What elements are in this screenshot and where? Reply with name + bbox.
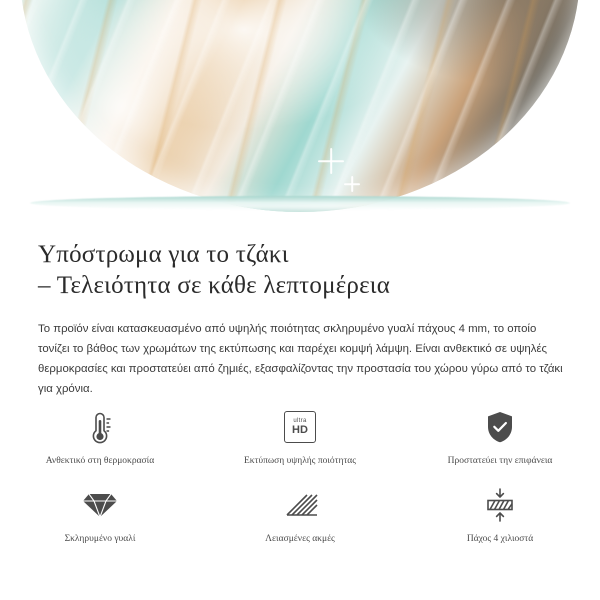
thermometer-icon bbox=[82, 405, 118, 449]
content-block bbox=[0, 215, 600, 399]
feature-label: Σκληρυμένο γυαλί bbox=[64, 534, 136, 544]
feature-item-heat-resistant bbox=[0, 405, 200, 477]
ultra-hd-badge-icon bbox=[284, 405, 316, 449]
shield-check-icon bbox=[482, 405, 518, 449]
feature-item-tempered-glass bbox=[0, 483, 200, 555]
feature-label: Εκτύπωση υψηλής ποιότητας bbox=[243, 456, 357, 466]
badge-bottom-text: HD bbox=[292, 424, 308, 436]
polished-edges-icon bbox=[280, 483, 320, 527]
hero-image bbox=[0, 0, 600, 215]
feature-label: Προστατεύει την επιφάνεια bbox=[447, 456, 553, 466]
feature-label: Λειασμένες ακμές bbox=[265, 534, 335, 544]
feature-item-thickness bbox=[400, 483, 600, 555]
feature-label: Πάχος 4 χιλιοστά bbox=[466, 534, 534, 544]
headline-line-1: Υπόστρωμα για το τζάκι bbox=[38, 241, 289, 268]
feature-item-polished-edges bbox=[200, 483, 400, 555]
diamond-icon bbox=[81, 483, 119, 527]
page-title bbox=[0, 215, 600, 301]
glass-edge-highlight bbox=[30, 196, 570, 210]
thickness-arrows-icon bbox=[480, 483, 520, 527]
badge-top-text: ultra bbox=[293, 418, 307, 424]
glass-hearth-pad-image bbox=[20, 0, 580, 212]
feature-label: Ανθεκτικό στη θερμοκρασία bbox=[45, 456, 155, 466]
feature-item-print-quality bbox=[200, 405, 400, 477]
feature-item-surface-protection bbox=[400, 405, 600, 477]
description-paragraph: Το προϊόν είναι κατασκευασμένο από υψηλής ποιότητας σκληρυμένο γυαλί πάχους 4 mm, το οποίο τονίζει το βάθος των χρωμάτων της εκτύπωσης και παρέχει κομψή λάμψη. Είναι ανθεκτικό σε υψηλές θερμοκρασίες και προστατεύει από ζημιές, εξασφαλίζοντας την προστασία του χώρου γύρω από το τζάκι για χρόνια. bbox=[38, 323, 563, 395]
headline-line-2: – Τελειότητα σε κάθε λεπτομέρεια bbox=[38, 272, 391, 299]
feature-grid bbox=[0, 405, 600, 555]
